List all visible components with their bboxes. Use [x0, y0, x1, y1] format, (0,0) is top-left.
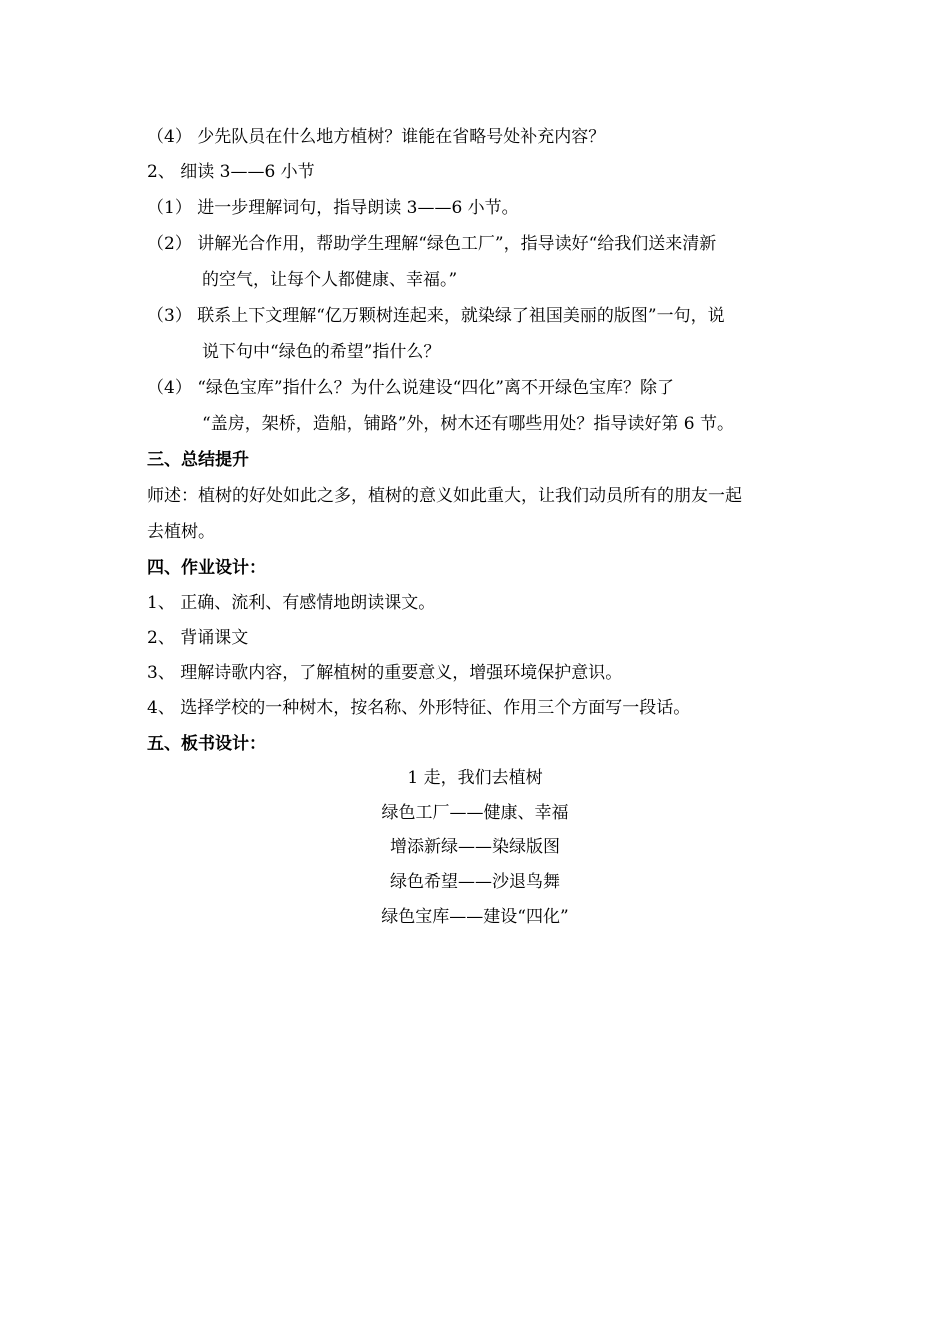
board-line-green-treasure: 绿色宝库——建设“四化” [381, 907, 569, 927]
sub-item-4-line-1: （4） “绿色宝库”指什么？为什么说建设“四化”离不开绿色宝库？除了 [147, 378, 674, 398]
question-item-4: （4） 少先队员在什么地方植树？谁能在省略号处补充内容？ [147, 127, 606, 147]
board-line-new-green: 增添新绿——染绿版图 [390, 837, 560, 857]
homework-item-3: 3、 理解诗歌内容，了解植树的重要意义，增强环境保护意识。 [147, 663, 623, 683]
homework-item-1: 1、 正确、流利、有感情地朗读课文。 [147, 593, 436, 613]
board-title: 1 走，我们去植树 [407, 768, 543, 788]
summary-heading: 三、总结提升 [147, 450, 249, 470]
summary-line-2: 去植树。 [147, 522, 215, 542]
step-2-close-reading: 2、 细读 3——6 小节 [147, 162, 315, 182]
board-design-heading: 五、板书设计： [147, 734, 266, 754]
homework-item-2: 2、 背诵课文 [147, 628, 249, 648]
summary-line-1: 师述：植树的好处如此之多，植树的意义如此重大，让我们动员所有的朋友一起 [147, 486, 742, 506]
sub-item-2-line-1: （2） 讲解光合作用，帮助学生理解“绿色工厂”，指导读好“给我们送来清新 [147, 234, 717, 254]
homework-heading: 四、作业设计： [147, 558, 266, 578]
board-line-green-hope: 绿色希望——沙退鸟舞 [390, 872, 560, 892]
sub-item-1: （1） 进一步理解词句，指导朗读 3——6 小节。 [147, 198, 519, 218]
sub-item-4-line-2: “盖房，架桥，造船，铺路”外，树木还有哪些用处？指导读好第 6 节。 [202, 414, 735, 434]
board-line-green-factory: 绿色工厂——健康、幸福 [381, 803, 569, 823]
sub-item-3-line-2: 说下句中“绿色的希望”指什么？ [202, 342, 441, 362]
sub-item-2-line-2: 的空气，让每个人都健康、幸福。” [202, 270, 458, 290]
homework-item-4: 4、 选择学校的一种树木，按名称、外形特征、作用三个方面写一段话。 [147, 698, 691, 718]
sub-item-3-line-1: （3） 联系上下文理解“亿万颗树连起来，就染绿了祖国美丽的版图”一句，说 [147, 306, 725, 326]
